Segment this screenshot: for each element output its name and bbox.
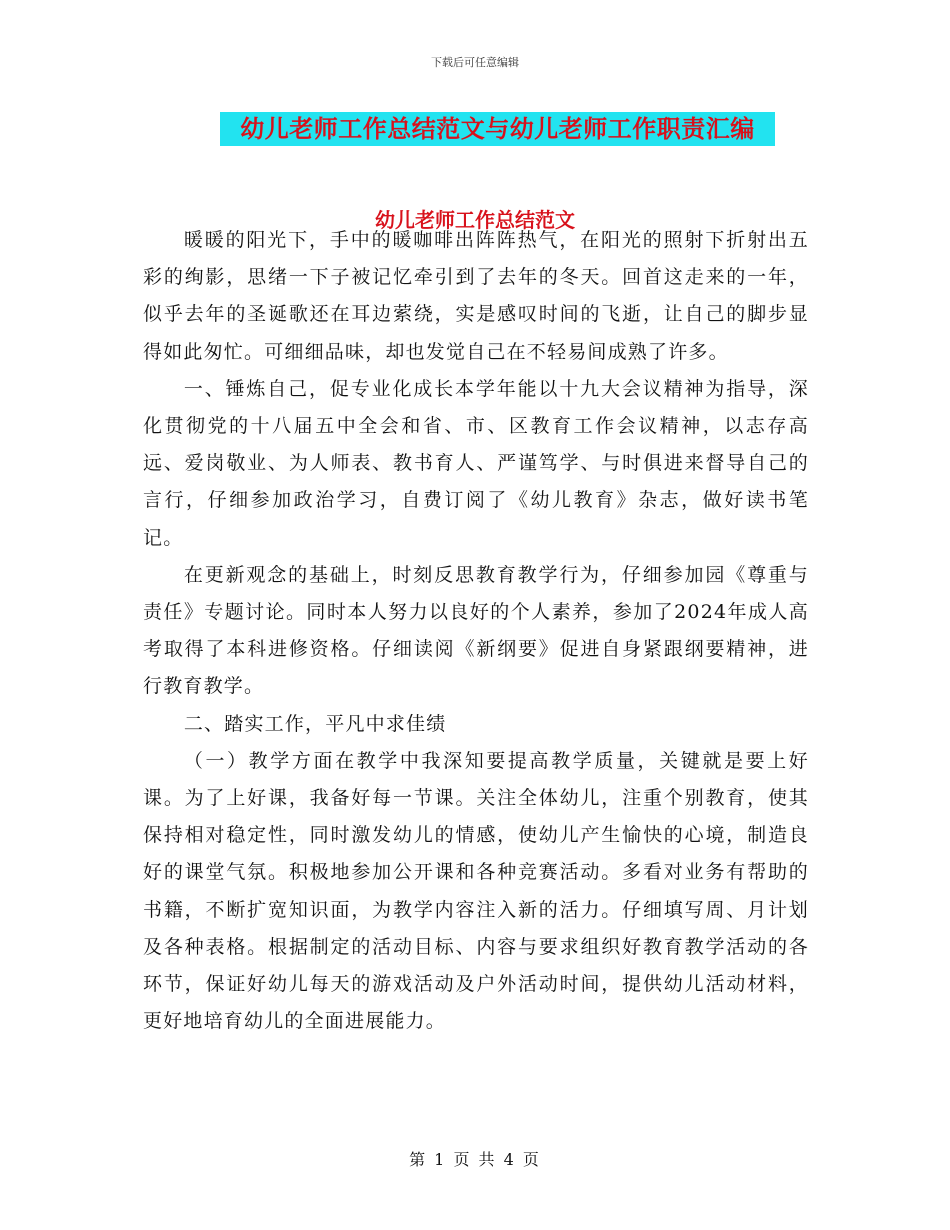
paragraph: 暖暖的阳光下，手中的暖咖啡出阵阵热气，在阳光的照射下折射出五彩的绚影，思绪一下子被记忆牵引到了去年的冬天。回首这走来的一年，似乎去年的圣诞歌还在耳边萦绕，实是感叹时间的飞逝，让自己的脚步显得如此匆忙。可细细品味，却也发觉自己在不轻易间成熟了许多。: [143, 229, 809, 363]
page-number: 第 1 页 共 4 页: [409, 1150, 541, 1169]
document-body: [143, 222, 809, 1040]
section-title: 幼儿老师工作总结范文: [375, 208, 575, 232]
document-main-title: 幼儿老师工作总结范文与幼儿老师工作职责汇编: [220, 112, 775, 146]
header-note: 下载后可任意编辑: [431, 56, 519, 69]
paragraph: （一）教学方面在教学中我深知要提高教学质量，关键就是要上好课。为了上好课，我备好每一节课。关注全体幼儿，注重个别教育，使其保持相对稳定性，同时激发幼儿的情感，使幼儿产生愉快的心境，制造良好的课堂气氛。积极地参加公开课和各种竞赛活动。多看对业务有帮助的书籍，不断扩宽知识面，为教学内容注入新的活力。仔细填写周、月计划及各种表格。根据制定的活动目标、内容与要求组织好教育教学活动的各环节，保证好幼儿每天的游戏活动及户外活动时间，提供幼儿活动材料，更好地培育幼儿的全面进展能力。: [143, 749, 809, 1033]
paragraph: 在更新观念的基础上，时刻反思教育教学行为，仔细参加园《尊重与责任》专题讨论。同时本人努力以良好的个人素养，参加了2024年成人高考取得了本科进修资格。仔细读阅《新纲要》促进自身紧跟纲要精神，进行教育教学。: [143, 563, 809, 698]
paragraph-heading: 二、踏实工作，平凡中求佳绩: [183, 712, 447, 735]
paragraph: 一、锤炼自己，促专业化成长本学年能以十九大会议精神为指导，深化贯彻党的十八届五中全会和省、市、区教育工作会议精神，以志存高远、爱岗敬业、为人师表、教书育人、严谨笃学、与时俱进来督导自己的言行，仔细参加政治学习，自费订阅了《幼儿教育》杂志，做好读书笔记。: [143, 377, 809, 549]
